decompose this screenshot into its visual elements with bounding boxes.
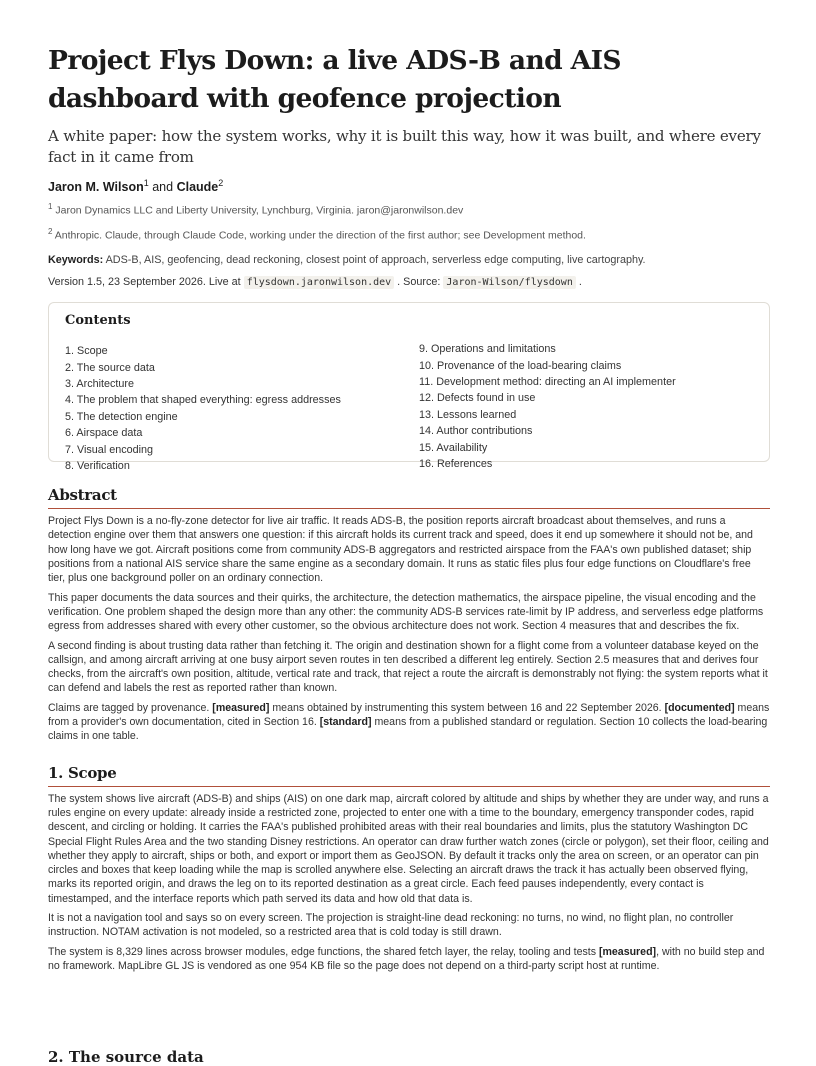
toc-link[interactable]: 9. Operations and limitations bbox=[419, 343, 556, 356]
page-subtitle: A white paper: how the system works, why it is built this way, how it was built, and where every fact in it came from bbox=[48, 127, 761, 166]
paragraph-text: means from a provider's own documentation, cited in Section 16. bbox=[48, 701, 770, 729]
toc-link[interactable]: 15. Availability bbox=[419, 441, 488, 454]
source-repo-link[interactable]: Jaron-Wilson/flysdown bbox=[443, 276, 575, 289]
toc-link[interactable]: 3. Architecture bbox=[65, 377, 135, 390]
toc-link[interactable]: 13. Lessons learned bbox=[419, 408, 517, 421]
version-end: . bbox=[575, 276, 582, 289]
toc-link[interactable]: 11. Development method: directing an AI implementer bbox=[419, 375, 676, 388]
toc-link[interactable]: 5. The detection engine bbox=[65, 410, 178, 423]
keywords-text: ADS-B, AIS, geofencing, dead reckoning, closest point of approach, serverless edge computing, live cartography. bbox=[103, 254, 646, 267]
affiliation-superscript: 2 bbox=[48, 226, 53, 236]
version-line bbox=[48, 276, 770, 288]
table-of-contents bbox=[48, 302, 770, 472]
paragraph-text: means obtained by instrumenting this system between 16 and 22 September 2026. bbox=[269, 701, 665, 714]
author-name: Claude bbox=[176, 180, 219, 195]
page-title: Project Flys Down: a live ADS-B and AIS dashboard with geofence projection bbox=[48, 45, 621, 114]
affiliation-text: Jaron Dynamics LLC and Liberty University, Lynchburg, Virginia. jaron@jaronwilson.dev bbox=[55, 204, 464, 217]
affiliation-text: Anthropic. Claude, through Claude Code, working under the direction of the first author; see Development method. bbox=[54, 229, 586, 242]
live-url-link[interactable]: flysdown.jaronwilson.dev bbox=[244, 276, 395, 289]
toc-column-left bbox=[65, 343, 395, 474]
paragraph: The system shows live aircraft (ADS-B) and ships (AIS) on one dark map, aircraft colored by altitude and ships by whether they are under way, and runs a rules engine on every update: already inside a restricted zone, projected to enter one with a time to the boundary, emergency transponder codes, rapid descent, and circling or holding. It carries the FAA's published prohibited areas with their real boundaries and limits, plus the statutory Washington DC Special Flight Rules Area and the two standing Disney restrictions. An operator can draw further watch zones (circle or polygon), set their floor, ceiling and whether they apply to aircraft, ships or both, and export or import them as GeoJSON. By default it tracks only the area on screen, or an operator can pin circles and boxes that keep loading while the map is scrolled anywhere else. Selecting an aircraft draws the track it has actually been observed flying, marks its reported origin, and draws the leg on to its reported destination as a great circle. Each feed pauses independently, every contact is timestamped, and the interface reports which path served its data and how old that data is. bbox=[48, 792, 769, 905]
contents-title: Contents bbox=[65, 313, 131, 329]
paragraph-text: , with no build step and no framework. MapLibre GL JS is vendored as one 954 KB file so the page does not depend on a third-party script host at runtime. bbox=[48, 945, 765, 972]
scope-section bbox=[48, 764, 770, 974]
toc-link[interactable]: 7. Visual encoding bbox=[65, 443, 154, 456]
paragraph: Project Flys Down is a no-fly-zone detector for live air traffic. It reads ADS-B, the position reports aircraft broadcast about themselves, and runs a detection engine over them that answers one question: if this aircraft holds its current track and speed, does it end up somewhere it should not be, and how long have we got. Aircraft positions come from community ADS-B aggregators and restricted airspace from the FAA's own published dataset; ship positions from a national AIS service share the same engine as a secondary domain. It runs as static files plus four edge functions on Cloudflare's free tier, plus one background poller on an ordinary connection. bbox=[48, 515, 753, 585]
affiliation bbox=[48, 200, 770, 218]
keywords bbox=[48, 254, 770, 266]
provenance-tag: [measured] bbox=[598, 945, 657, 958]
version-separator: . Source: bbox=[394, 276, 444, 289]
provenance-tag: [measured] bbox=[212, 701, 270, 714]
author-superscript: 1 bbox=[143, 178, 149, 188]
toc-link[interactable]: 14. Author contributions bbox=[419, 425, 533, 438]
author-name: Jaron M. Wilson bbox=[48, 180, 144, 195]
toc-link[interactable]: 6. Airspace data bbox=[65, 427, 143, 440]
affiliation bbox=[48, 225, 770, 243]
paragraph-text: The system is 8,329 lines across browser modules, edge functions, the shared fetch layer, the relay, tooling and tests bbox=[48, 945, 599, 958]
keywords-label: Keywords: bbox=[48, 254, 104, 267]
paragraph-text: means from a published standard or regulation. Section 10 collects the load-bearing claims in one table. bbox=[48, 716, 768, 743]
toc-link[interactable]: 1. Scope bbox=[65, 345, 108, 358]
toc-link[interactable]: 2. The source data bbox=[65, 361, 155, 374]
next-section-heading: 2. The source data bbox=[48, 1048, 204, 1066]
abstract-section bbox=[48, 486, 770, 743]
provenance-tag: [documented] bbox=[664, 701, 735, 714]
section-heading: Abstract bbox=[48, 486, 770, 509]
paragraph bbox=[48, 701, 770, 744]
toc-link[interactable]: 10. Provenance of the load-bearing claims bbox=[419, 359, 622, 372]
document-page bbox=[48, 42, 770, 973]
version-text: Version 1.5, 23 September 2026. Live at bbox=[48, 276, 244, 289]
affiliation-superscript: 1 bbox=[48, 202, 53, 212]
toc-link[interactable]: 12. Defects found in use bbox=[419, 392, 536, 405]
toc-column-right bbox=[419, 341, 749, 472]
author-conjunction: and bbox=[148, 180, 177, 195]
toc-link[interactable]: 4. The problem that shaped everything: egress addresses bbox=[65, 394, 341, 407]
toc-link[interactable]: 16. References bbox=[419, 458, 493, 470]
paragraph: This paper documents the data sources and their quirks, the architecture, the detection mathematics, the airspace pipeline, the visual encoding and the verification. One problem shaped the design more than any other: the community ADS-B services rate-limit by IP address, and serverless edge platforms egress from addresses shared with every other customer, so the obvious architecture does not work. Section 4 measures that and describes the fix. bbox=[48, 591, 764, 633]
paragraph: It is not a navigation tool and says so on every screen. The projection is straight-line dead reckoning: no turns, no wind, no flight plan, no controller instruction. NOTAM activation is not modeled, so a restricted area that is cold today is still drawn. bbox=[48, 911, 734, 939]
section-heading: 1. Scope bbox=[48, 764, 770, 787]
author-line bbox=[48, 178, 770, 194]
author-superscript: 2 bbox=[218, 178, 224, 188]
toc-link[interactable]: 8. Verification bbox=[65, 460, 130, 472]
provenance-tag: [standard] bbox=[319, 716, 372, 729]
paragraph: A second finding is about trusting data rather than fetching it. The origin and destination shown for a flight come from a volunteer database keyed on the callsign, and among aircraft arriving at one busy airport seven routes in ten described a different leg entirely. Section 2.5 measures that and derives four checks, from the aircraft's own position, altitude, vertical rate and track, that reject a route the aircraft is demonstrably not flying: the system reports what it can defend and labels the rest as reported rather than known. bbox=[48, 639, 768, 695]
paragraph bbox=[48, 945, 770, 974]
paragraph-text: Claims are tagged by provenance. bbox=[48, 701, 213, 714]
